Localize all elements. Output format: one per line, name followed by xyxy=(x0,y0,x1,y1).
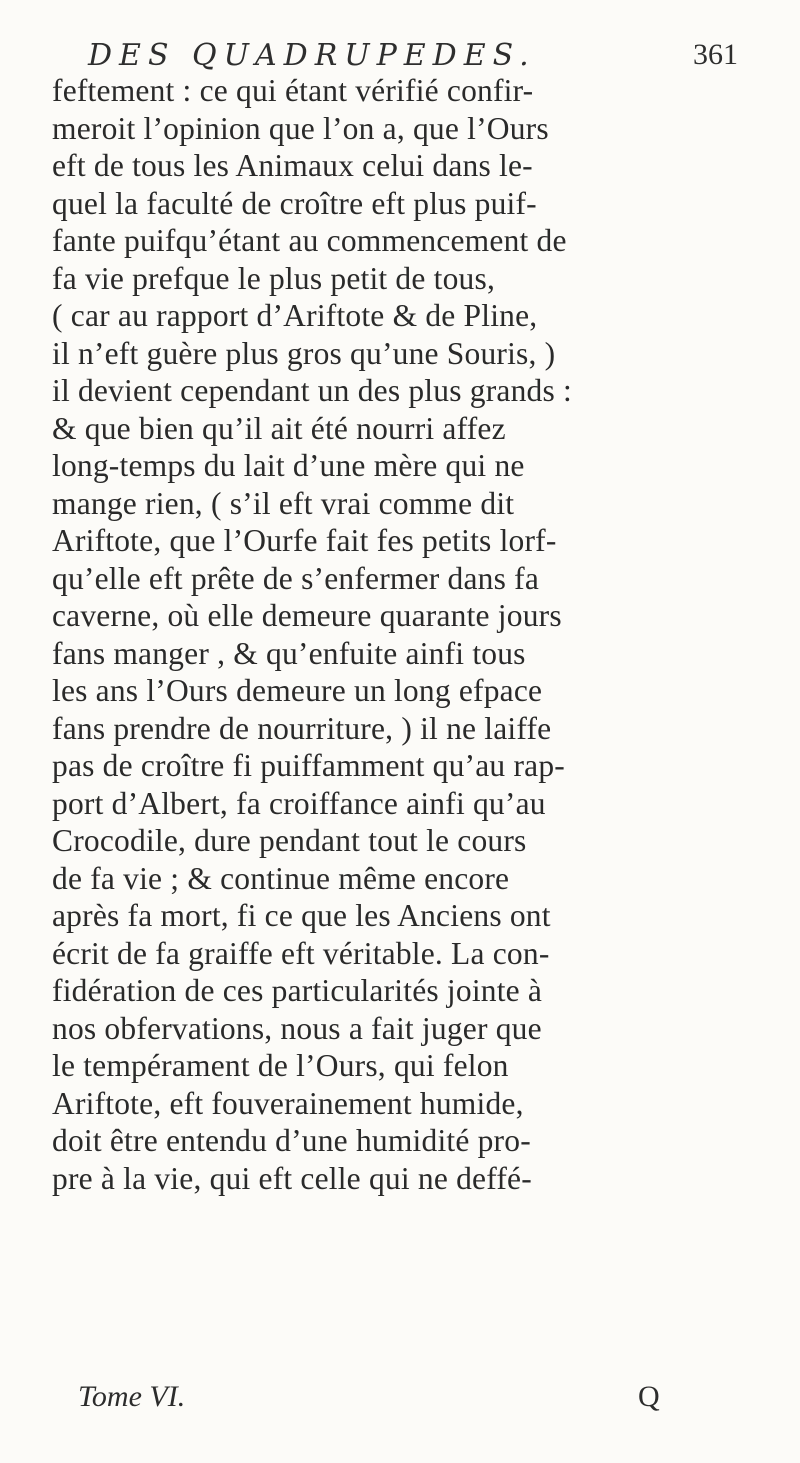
text-line: eft de tous les Animaux celui dans le- xyxy=(52,148,533,183)
text-line: & que bien qu’il ait été nourri affez xyxy=(52,410,506,446)
text-line: fante puifqu’étant au commencement de xyxy=(52,223,567,258)
text-line: port d’Albert, fa croiffance ainfi qu’au xyxy=(52,785,546,821)
running-title: DES QUADRUPEDES. xyxy=(88,38,536,73)
text-line: fans prendre de nourriture, ) il ne laiffe xyxy=(52,710,552,746)
text-line: écrit de fa graiffe eft véritable. La con- xyxy=(52,935,550,971)
body-text xyxy=(52,72,772,1197)
text-line: ( car au rapport d’Ariftote & de Pline, xyxy=(52,298,538,333)
text-line: Ariftote, eft fouverainement humide, xyxy=(52,1085,524,1121)
signature-mark: Q xyxy=(638,1380,660,1413)
text-line: après fa mort, fi ce que les Anciens ont xyxy=(52,898,551,933)
page-footer xyxy=(78,1380,718,1420)
text-line: long-temps du lait d’une mère qui ne xyxy=(52,448,525,483)
text-line: il n’eft guère plus gros qu’une Souris, ) xyxy=(52,335,556,371)
text-line: doit être entendu d’une humidité pro- xyxy=(52,1123,531,1158)
text-line: caverne, où elle demeure quarante jours xyxy=(52,598,562,633)
page-number: 361 xyxy=(693,38,738,71)
text-line: il devient cependant un des plus grands : xyxy=(52,373,572,408)
text-line: pre à la vie, qui eft celle qui ne deffé- xyxy=(52,1160,532,1196)
text-line: fa vie prefque le plus petit de tous, xyxy=(52,260,496,296)
text-line: feftement : ce qui étant vérifié confir- xyxy=(52,73,534,108)
text-line: nos obfervations, nous a fait juger que xyxy=(52,1010,542,1046)
text-line: meroit l’opinion que l’on a, que l’Ours xyxy=(52,110,549,146)
text-line: le tempérament de l’Ours, qui felon xyxy=(52,1048,509,1083)
text-line: pas de croître fi puiffamment qu’au rap- xyxy=(52,748,565,783)
text-line: qu’elle eft prête de s’enfermer dans fa xyxy=(52,560,540,596)
text-line: quel la faculté de croître eft plus puif- xyxy=(52,185,537,221)
text-line: Crocodile, dure pendant tout le cours xyxy=(52,823,527,858)
text-line: Ariftote, que l’Ourfe fait fes petits lorf- xyxy=(52,523,557,558)
text-line: de fa vie ; & continue même encore xyxy=(52,860,510,896)
volume-label: Tome VI. xyxy=(78,1380,186,1413)
text-line: les ans l’Ours demeure un long efpace xyxy=(52,673,543,708)
text-line: mange rien, ( s’il eft vrai comme dit xyxy=(52,485,515,521)
text-line: fans manger , & qu’enfuite ainfi tous xyxy=(52,635,526,671)
text-line: fidération de ces particularités jointe à xyxy=(52,973,543,1008)
